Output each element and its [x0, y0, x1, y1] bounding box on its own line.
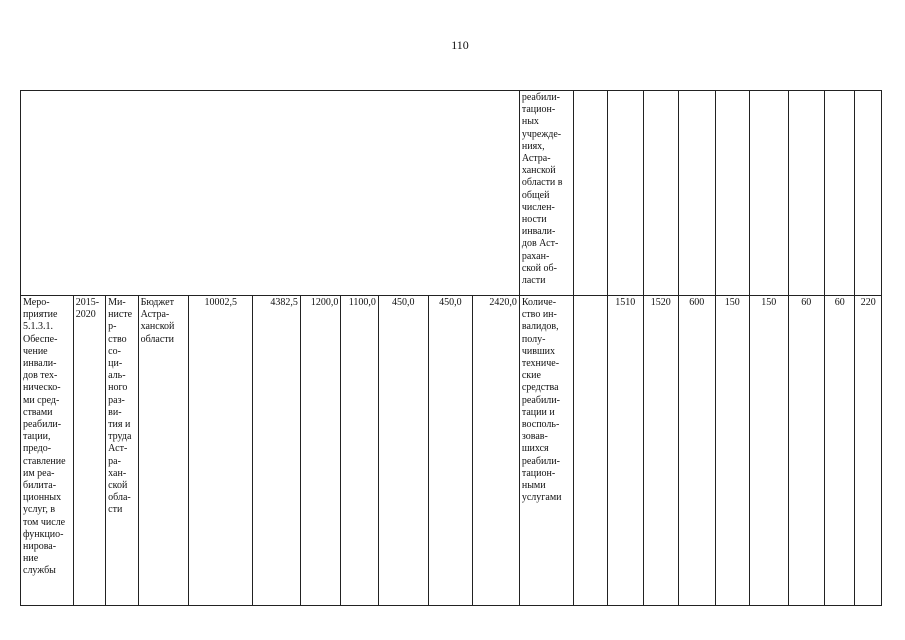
funding-2018-cell: 450,0 — [378, 296, 428, 606]
measure-name-cell: Меро- приятие 5.1.3.1. Обеспе- чение инвали- дов тех- ническо- ми сред- ствами реабили- тации, предо- ставление им реа- билита- ционных услуг, в том числе функцио- нирова- ние службы — [21, 296, 74, 606]
indicator-cell-continuation: реабили- тацион- ных учрежде- ниях, Астра- ханской области в общей числен- ности инвали- дов Аст- рахан- ской об- ласти — [519, 91, 573, 296]
value-cell — [643, 91, 678, 296]
value-cell — [608, 91, 643, 296]
period-cell: 2015- 2020 — [73, 296, 105, 606]
funding-2016-cell: 1200,0 — [300, 296, 341, 606]
empty-merged-cell — [21, 91, 520, 296]
unit-cell — [573, 296, 607, 606]
value-cell — [715, 91, 749, 296]
value-cell — [855, 91, 882, 296]
indicator-value-cell: 220 — [855, 296, 882, 606]
indicator-value-cell: 60 — [788, 296, 825, 606]
executor-cell: Ми- нистер- ство со- ци- аль- ного раз- ви- тия и труда Аст- ра- хан- ской обла- сти — [106, 296, 138, 606]
table-row-measure — [21, 296, 882, 606]
indicator-value-cell: 150 — [750, 296, 789, 606]
funding-source-cell: Бюджет Астра- ханской области — [138, 296, 189, 606]
value-cell — [750, 91, 789, 296]
value-cell — [679, 91, 716, 296]
value-cell — [825, 91, 855, 296]
funding-2017-cell: 1100,0 — [341, 296, 379, 606]
table-row-continuation — [21, 91, 882, 296]
funding-2020-cell: 2420,0 — [473, 296, 520, 606]
indicator-value-cell: 60 — [825, 296, 855, 606]
indicator-value-cell: 150 — [715, 296, 749, 606]
program-table — [20, 90, 882, 606]
unit-cell-continuation — [573, 91, 607, 296]
funding-total-cell: 10002,5 — [189, 296, 253, 606]
indicator-cell: Количе- ство ин- валидов, полу- чивших техниче- ские средства реабили- тации и восполь- зовав- шихся реабили- тацион- ными услугами — [519, 296, 573, 606]
funding-2015-cell: 4382,5 — [253, 296, 301, 606]
indicator-value-cell: 1510 — [608, 296, 643, 606]
indicator-value-cell: 1520 — [643, 296, 678, 606]
page-number: 110 — [451, 38, 469, 52]
funding-2019-cell: 450,0 — [428, 296, 473, 606]
value-cell — [788, 91, 825, 296]
indicator-value-cell: 600 — [679, 296, 716, 606]
